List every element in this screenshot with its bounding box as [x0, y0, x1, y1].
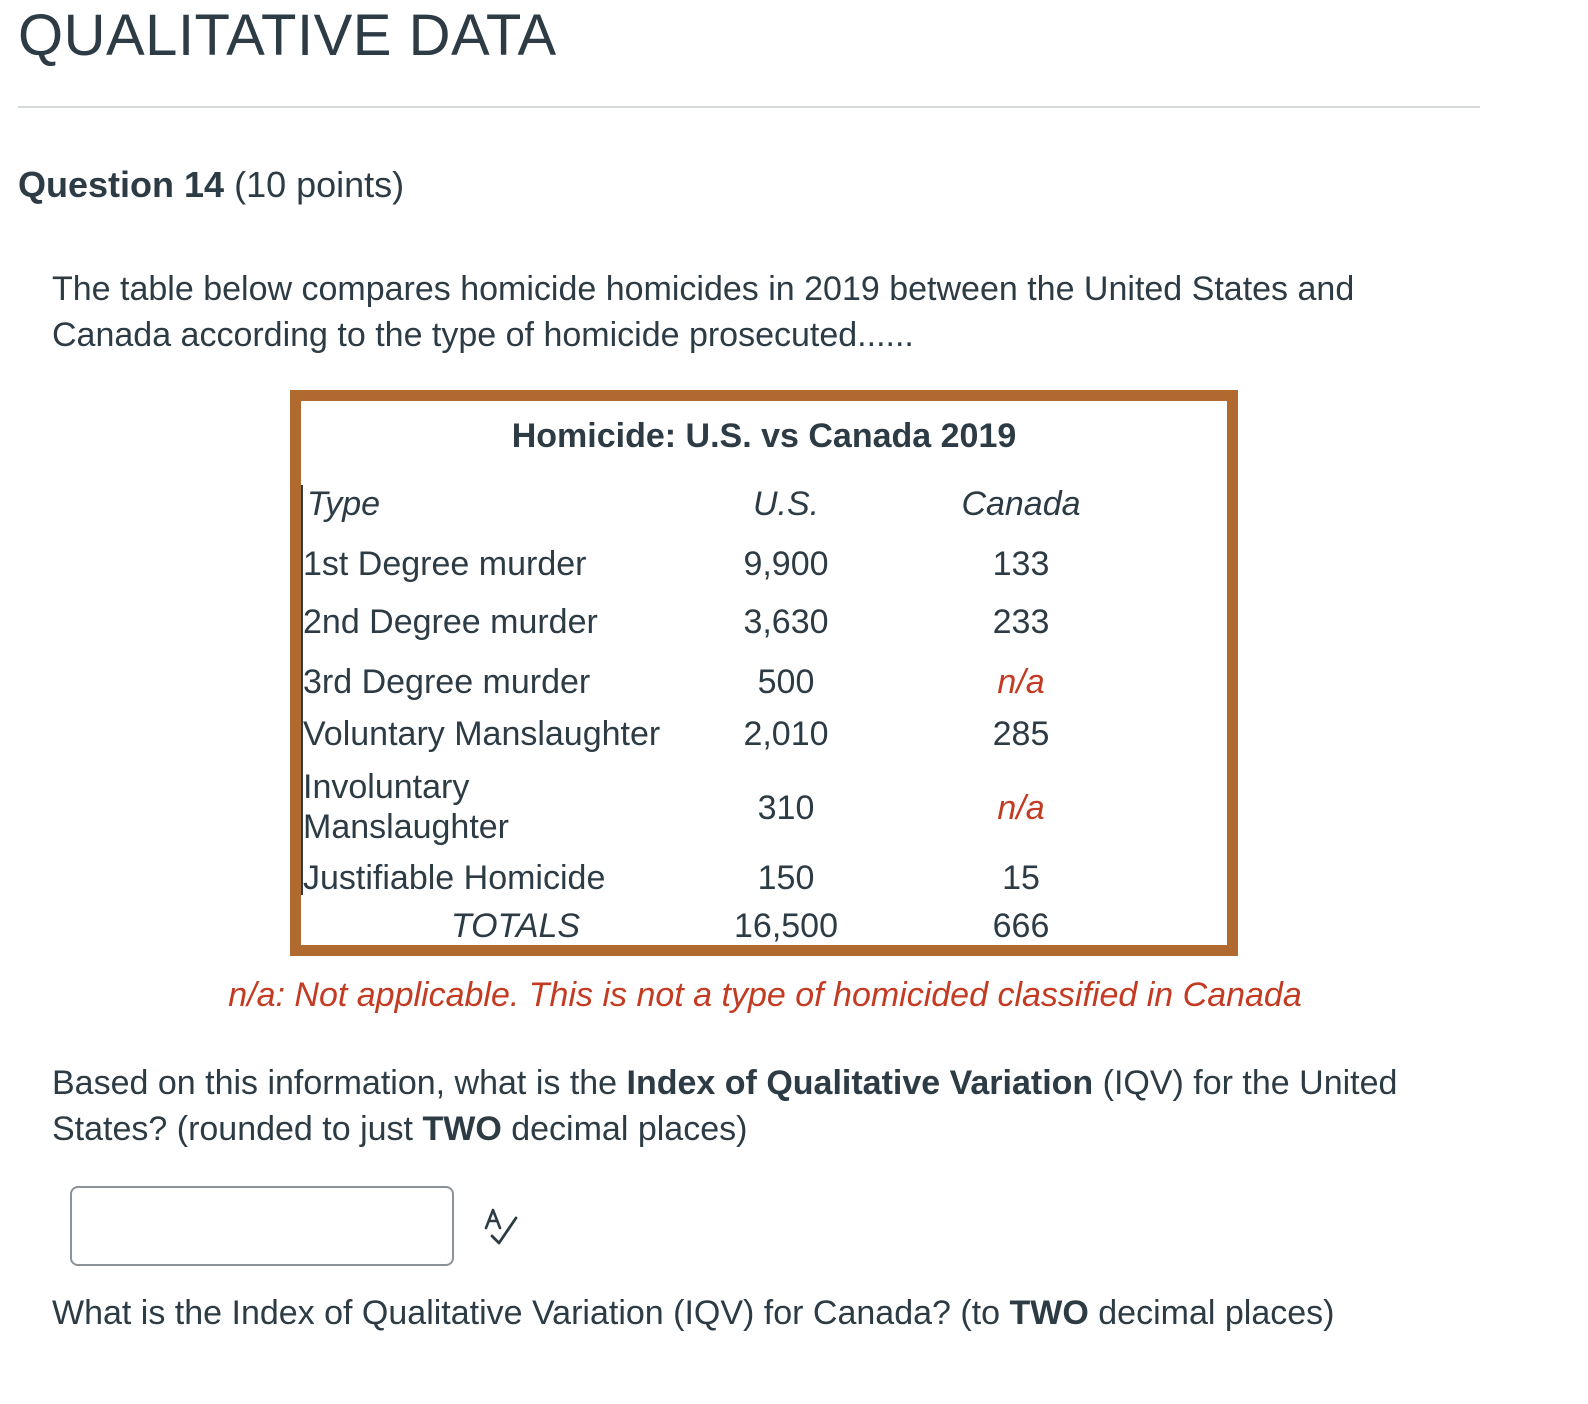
- row-us-value: 2,010: [743, 715, 829, 753]
- row-canada-value: 15: [1002, 859, 1040, 897]
- table-title: Homicide: U.S. vs Canada 2019: [511, 417, 1017, 455]
- totals-label: TOTALS: [451, 907, 581, 945]
- page-title: QUALITATIVE DATA: [18, 3, 557, 68]
- row-canada-value-na: n/a: [997, 789, 1045, 827]
- sub-question-us: [52, 1060, 1472, 1152]
- sub-question-us-text: (IQV) for the United States? (rounded to just: [52, 1064, 1398, 1148]
- totals-us: 16,500: [734, 907, 838, 945]
- row-canada-value: 133: [992, 545, 1050, 583]
- row-type: Voluntary Manslaughter: [303, 715, 661, 753]
- row-type: Justifiable Homicide: [303, 859, 606, 897]
- sub-question-us-text: decimal places): [501, 1110, 748, 1148]
- row-type: Involuntary Manslaughter: [303, 768, 510, 846]
- row-us-value: 3,630: [743, 603, 829, 641]
- sub-question-canada-text: decimal places): [1088, 1294, 1335, 1332]
- header-us: U.S.: [752, 485, 820, 523]
- homicide-table: [290, 390, 1238, 956]
- row-canada-value-na: n/a: [997, 663, 1045, 701]
- sub-question-canada-text: What is the Index of Qualitative Variation (IQV) for Canada? (to: [52, 1294, 1010, 1332]
- header-type: Type: [307, 485, 381, 523]
- sub-question-us-bold: Index of Qualitative Variation: [626, 1064, 1094, 1102]
- row-type: 3rd Degree murder: [303, 663, 591, 701]
- sub-question-us-bold: TWO: [422, 1110, 502, 1148]
- header-canada: Canada: [961, 485, 1081, 523]
- table-footnote: n/a: Not applicable. This is not a type of homicided classified in Canada: [228, 976, 1302, 1014]
- row-canada-value: 285: [992, 715, 1050, 753]
- sub-question-canada: [52, 1290, 1472, 1336]
- question-points: (10 points): [234, 164, 405, 205]
- row-us-value: 150: [757, 859, 815, 897]
- sub-question-canada-bold: TWO: [1009, 1294, 1089, 1332]
- row-us-value: 500: [757, 663, 815, 701]
- question-number: Question 14: [18, 164, 225, 205]
- row-type: 2nd Degree murder: [303, 603, 598, 641]
- sub-question-us-text: Based on this information, what is the: [52, 1064, 627, 1102]
- row-canada-value: 233: [992, 603, 1050, 641]
- totals-canada: 666: [992, 907, 1050, 945]
- question-header: [18, 164, 404, 206]
- question-prompt: The table below compares homicide homicides in 2019 between the United States and Canada according to the type of homicide prosecuted......: [52, 270, 1355, 354]
- row-type: 1st Degree murder: [303, 545, 587, 583]
- row-us-value: 310: [757, 789, 815, 827]
- spell-check-icon[interactable]: [482, 1206, 522, 1246]
- answer-input[interactable]: [70, 1186, 454, 1266]
- row-us-value: 9,900: [743, 545, 829, 583]
- divider: [18, 106, 1480, 108]
